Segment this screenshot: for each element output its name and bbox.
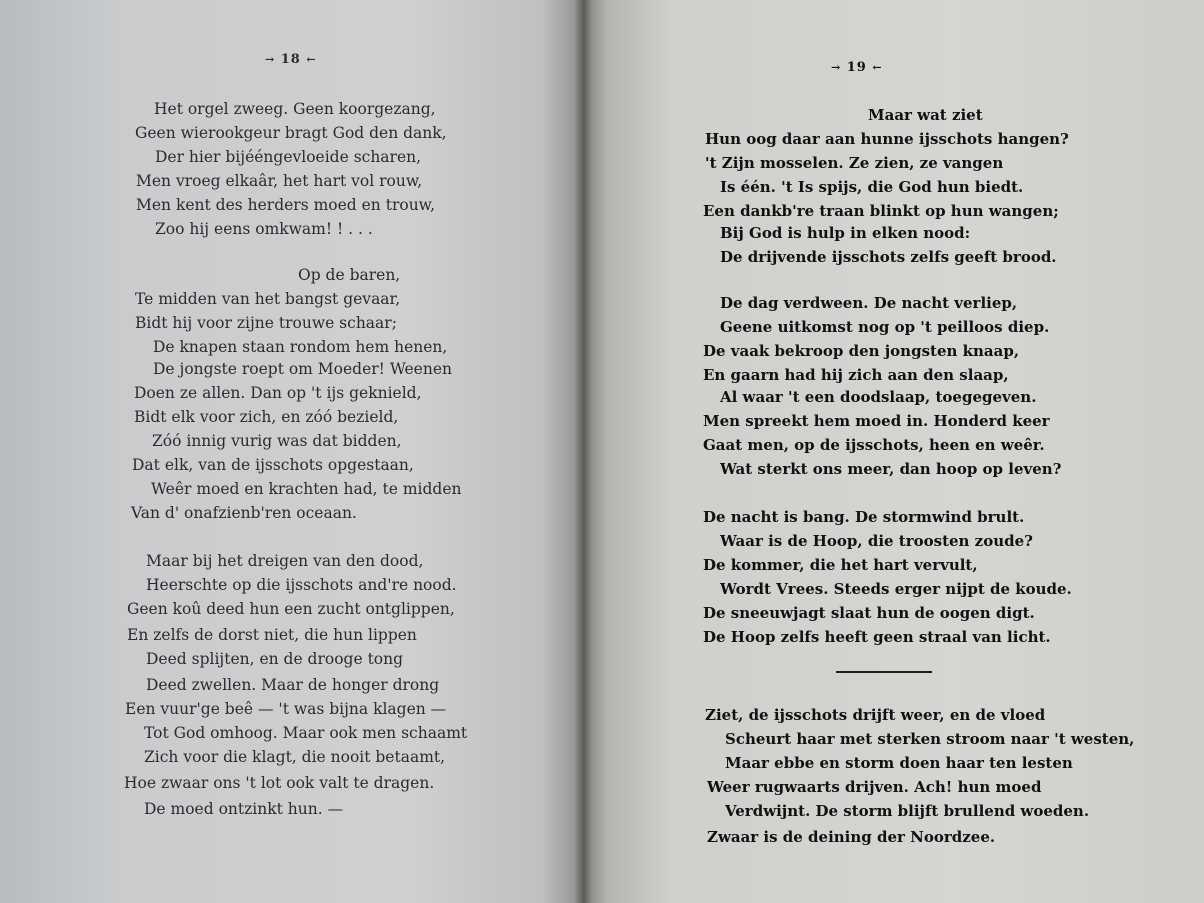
verse-line: Men kent des herders moed en trouw, bbox=[136, 196, 436, 214]
verse-line: Bij God is hulp in elken nood: bbox=[720, 224, 971, 242]
verse-line: Men vroeg elkaâr, het hart vol rouw, bbox=[136, 172, 423, 190]
verse-line: Dat elk, van de ijsschots opgestaan, bbox=[132, 456, 414, 474]
verse-line: Geen koû deed hun een zucht ontglippen, bbox=[127, 600, 455, 618]
page-number-left bbox=[265, 52, 317, 67]
verse-line: Van d' onafzienb'ren oceaan. bbox=[131, 504, 357, 522]
page-number-right bbox=[831, 60, 883, 75]
verse-line: Al waar 't een doodslaap, toegegeven. bbox=[720, 388, 1037, 406]
verse-line: Hun oog daar aan hunne ijsschots hangen? bbox=[705, 130, 1069, 148]
ornament-arrow-icon: → bbox=[265, 53, 276, 66]
verse-line: Deed splijten, en de drooge tong bbox=[146, 650, 404, 668]
verse-line: De Hoop zelfs heeft geen straal van licht. bbox=[703, 628, 1051, 646]
right-page bbox=[583, 0, 1204, 903]
verse-line: Gaat men, op de ijsschots, heen en weêr. bbox=[703, 436, 1045, 454]
verse-line: Het orgel zweeg. Geen koorgezang, bbox=[154, 100, 436, 118]
verse-line: Een dankb're traan blinkt op hun wangen; bbox=[703, 202, 1059, 220]
verse-line: Scheurt haar met sterken stroom naar 't westen, bbox=[725, 730, 1135, 748]
verse-line: Hoe zwaar ons 't lot ook valt te dragen. bbox=[124, 774, 435, 792]
verse-line: De sneeuwjagt slaat hun de oogen digt. bbox=[703, 604, 1035, 622]
section-divider bbox=[836, 671, 932, 673]
verse-line: Een vuur'ge beê — 't was bijna klagen — bbox=[125, 700, 447, 718]
verse-line: De moed ontzinkt hun. — bbox=[144, 800, 344, 818]
verse-line: Maar wat ziet bbox=[868, 106, 983, 124]
verse-line: Op de baren, bbox=[298, 266, 401, 284]
verse-line: Deed zwellen. Maar de honger drong bbox=[146, 676, 440, 694]
verse-line: Wordt Vrees. Steeds erger nijpt de koude. bbox=[720, 580, 1072, 598]
verse-line: De drijvende ijsschots zelfs geeft brood. bbox=[720, 248, 1057, 266]
verse-line: De dag verdween. De nacht verliep, bbox=[720, 294, 1018, 312]
verse-line: Te midden van het bangst gevaar, bbox=[135, 290, 401, 308]
verse-line: Geen wierookgeur bragt God den dank, bbox=[135, 124, 447, 142]
page-number: 19 bbox=[846, 60, 867, 75]
verse-line: Zich voor die klagt, die nooit betaamt, bbox=[144, 748, 446, 766]
verse-line: Weêr moed en krachten had, te midden bbox=[151, 480, 462, 498]
left-page bbox=[0, 0, 583, 903]
verse-line: En zelfs de dorst niet, die hun lippen bbox=[127, 626, 417, 644]
verse-line: Bidt hij voor zijne trouwe schaar; bbox=[135, 314, 397, 332]
verse-line: Zwaar is de deining der Noordzee. bbox=[707, 828, 996, 846]
verse-line: Geene uitkomst nog op 't peilloos diep. bbox=[720, 318, 1050, 336]
verse-line: Zóó innig vurig was dat bidden, bbox=[152, 432, 402, 450]
verse-line: De jongste roept om Moeder! Weenen bbox=[153, 360, 452, 378]
verse-line: Der hier bijééngevloeide scharen, bbox=[155, 148, 422, 166]
verse-line: Maar bij het dreigen van den dood, bbox=[146, 552, 424, 570]
verse-line: Bidt elk voor zich, en zóó bezield, bbox=[134, 408, 399, 426]
verse-line: Weer rugwaarts drijven. Ach! hun moed bbox=[707, 778, 1042, 796]
verse-line: Men spreekt hem moed in. Honderd keer bbox=[703, 412, 1050, 430]
verse-line: Doen ze allen. Dan op 't ijs geknield, bbox=[134, 384, 422, 402]
verse-line: De kommer, die het hart vervult, bbox=[703, 556, 978, 574]
verse-line: Heerschte op die ijsschots and're nood. bbox=[146, 576, 457, 594]
verse-line: Verdwijnt. De storm blijft brullend woeden. bbox=[725, 802, 1090, 820]
verse-line: Waar is de Hoop, die troosten zoude? bbox=[720, 532, 1033, 550]
verse-line: Wat sterkt ons meer, dan hoop op leven? bbox=[720, 460, 1062, 478]
verse-line: Maar ebbe en storm doen haar ten lesten bbox=[725, 754, 1073, 772]
verse-line: Ziet, de ijsschots drijft weer, en de vloed bbox=[705, 706, 1046, 724]
verse-line: 't Zijn mosselen. Ze zien, ze vangen bbox=[705, 154, 1004, 172]
verse-line: Tot God omhoog. Maar ook men schaamt bbox=[144, 724, 468, 742]
ornament-arrow-icon: → bbox=[831, 61, 842, 74]
verse-line: De vaak bekroop den jongsten knaap, bbox=[703, 342, 1020, 360]
book-gutter bbox=[574, 0, 592, 903]
page-number: 18 bbox=[280, 52, 301, 67]
verse-line: Zoo hij eens omkwam! ! . . . bbox=[155, 220, 373, 238]
verse-line: De nacht is bang. De stormwind brult. bbox=[703, 508, 1025, 526]
verse-line: De knapen staan rondom hem henen, bbox=[153, 338, 448, 356]
ornament-arrow-icon: ← bbox=[872, 61, 883, 74]
verse-line: Is één. 't Is spijs, die God hun biedt. bbox=[720, 178, 1024, 196]
ornament-arrow-icon: ← bbox=[306, 53, 317, 66]
verse-line: En gaarn had hij zich aan den slaap, bbox=[703, 366, 1009, 384]
